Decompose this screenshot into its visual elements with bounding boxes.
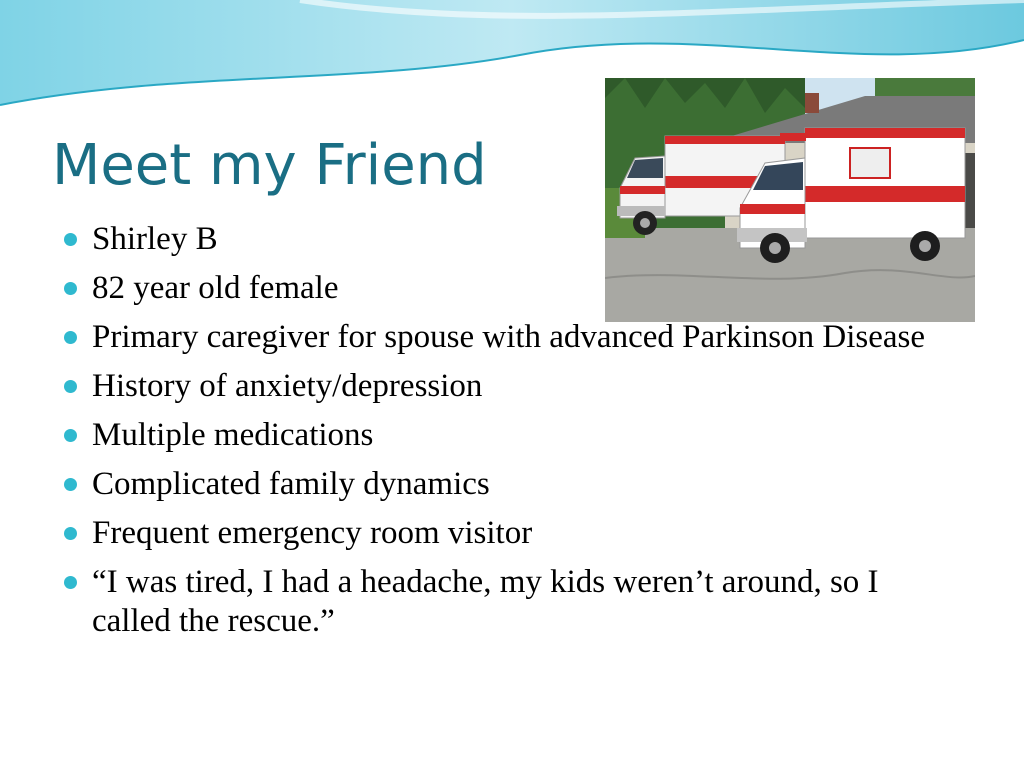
bullet-item bbox=[64, 416, 964, 455]
bullet-item bbox=[64, 563, 964, 641]
bullet-text: Frequent emergency room visitor bbox=[92, 515, 533, 551]
bullet-icon bbox=[64, 527, 77, 540]
bullet-list bbox=[64, 220, 964, 651]
bullet-icon bbox=[64, 331, 77, 344]
bullet-text: Shirley B bbox=[92, 221, 218, 257]
bullet-text: Multiple medications bbox=[92, 417, 374, 453]
bullet-icon bbox=[64, 429, 77, 442]
bullet-item bbox=[64, 465, 964, 504]
bullet-icon bbox=[64, 380, 77, 393]
bullet-item bbox=[64, 318, 964, 357]
bullet-icon bbox=[64, 478, 77, 491]
bullet-item bbox=[64, 220, 964, 259]
bullet-icon bbox=[64, 282, 77, 295]
bullet-item bbox=[64, 367, 964, 406]
slide-title: Meet my Friend bbox=[52, 133, 487, 198]
bullet-text: 82 year old female bbox=[92, 270, 339, 306]
bullet-icon bbox=[64, 576, 77, 589]
bullet-text: Primary caregiver for spouse with advanced Parkinson Disease bbox=[92, 319, 925, 355]
bullet-item bbox=[64, 269, 964, 308]
bullet-item bbox=[64, 514, 964, 553]
bullet-text: History of anxiety/depression bbox=[92, 368, 483, 404]
bullet-icon bbox=[64, 233, 77, 246]
bullet-text: “I was tired, I had a headache, my kids weren’t around, so I called the rescue.” bbox=[92, 564, 879, 639]
bullet-text: Complicated family dynamics bbox=[92, 466, 490, 502]
